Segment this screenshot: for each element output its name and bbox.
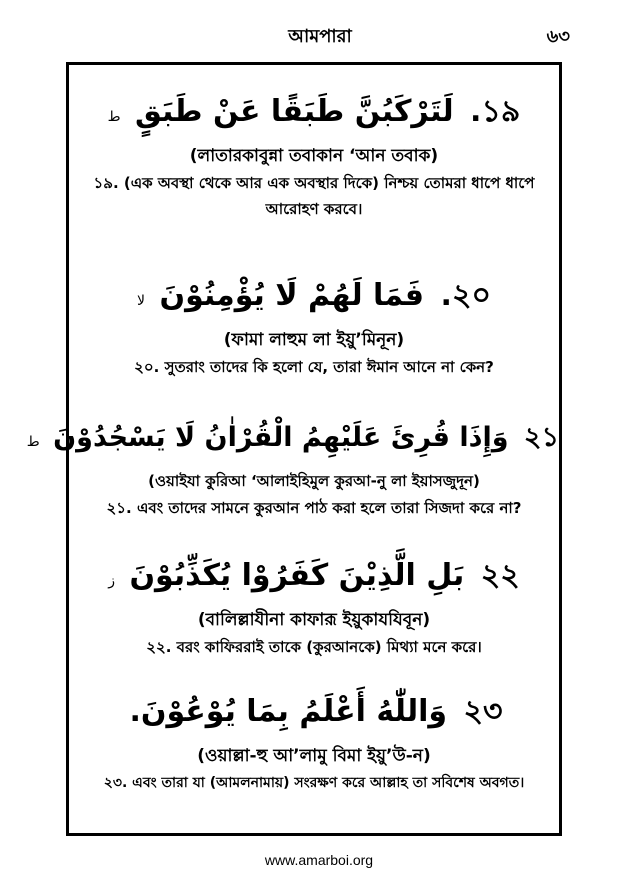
page-number: ৬৩ <box>546 26 570 47</box>
arabic-text <box>26 413 559 467</box>
arabic-verse: وَاللّٰهُ أَعْلَمُ بِمَا يُوْعُوْنَ. <box>129 694 448 729</box>
verse-22 <box>69 551 559 660</box>
arabic-text <box>69 551 559 606</box>
stop-mark: ط <box>26 434 40 450</box>
translation: ২০. সুতরাং তাদের কি হলো যে, তারা ঈমান আনে না কেন? <box>134 358 494 376</box>
verse-frame <box>26 62 562 836</box>
verse-19 <box>69 87 559 222</box>
arabic-text <box>69 687 559 742</box>
verse-21 <box>26 413 559 521</box>
footer-website[interactable]: www.amarboi.org <box>264 852 374 868</box>
translation: ২৩. এবং তারা যা (আমলনামায়) সংরক্ষণ করে আল্লাহ তা সবিশেষ অবগত। <box>103 775 525 791</box>
verse-number: ২২ <box>480 558 520 593</box>
transliteration: (ওয়াইযা কুরিআ ‘আলাইহিমুল কুরআ-নু লা ইয়াসজুদূন) <box>148 472 480 490</box>
page-title: আমপারা <box>288 26 352 47</box>
translation: ১৯. (এক অবস্থা থেকে আর এক অবস্থার দিকে) নিশ্চয় তোমরা ধাপে ধাপে আরোহণ করবে। <box>93 174 535 218</box>
page-header <box>70 22 570 52</box>
arabic-verse: فَمَا لَهُمْ لَا يُؤْمِنُوْنَ <box>159 278 425 313</box>
transliteration: (বালিল্লাযীনা কাফারূ ইয়ুকাযযিবূন) <box>197 610 431 630</box>
verse-20 <box>69 271 559 380</box>
verse-number: ২১ <box>523 422 559 453</box>
arabic-text <box>69 87 559 142</box>
arabic-verse: وَإِذَا قُرِئَ عَلَيْهِمُ الْقُرْاٰنُ لَا يَسْجُدُوْنَ <box>53 422 509 453</box>
verse-number: ২০. <box>440 278 491 313</box>
stop-mark: ز <box>108 573 115 589</box>
transliteration: (ওয়াল্লা-হু আ’লামু বিমা ইয়ু’উ-ন) <box>197 746 431 766</box>
translation: ২২. বরং কাফিররাই তাকে (কুরআনকে) মিথ্যা মনে করে। <box>146 638 482 656</box>
verse-number: ২৩ <box>463 694 503 729</box>
transliteration: (ফামা লাহুম লা ইয়ু’মিনূন) <box>223 330 405 350</box>
verse-number: ১৯. <box>470 94 521 129</box>
stop-mark: لا <box>137 293 146 309</box>
stop-mark: ط <box>107 109 121 125</box>
verse-23 <box>69 687 559 796</box>
transliteration: (লাতারকাবুন্না তবাকান ‘আন তবাক) <box>189 146 439 166</box>
arabic-verse: بَلِ الَّذِيْنَ كَفَرُوْا يُكَذِّبُوْنَ <box>129 558 465 593</box>
translation: ২১. এবং তাদের সামনে কুরআন পাঠ করা হলে তারা সিজদা করে না? <box>106 499 522 517</box>
arabic-text <box>69 271 559 326</box>
arabic-verse: لَتَرْكَبُنَّ طَبَقًا عَنْ طَبَقٍ <box>135 94 454 129</box>
